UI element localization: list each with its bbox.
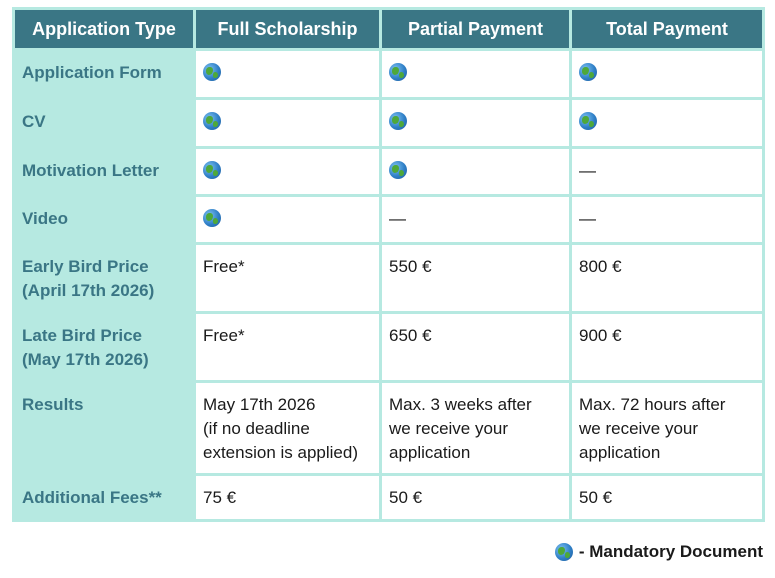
header-full-scholarship: Full Scholarship <box>196 10 379 48</box>
cell-text: — <box>579 161 596 180</box>
row-label <box>15 100 193 146</box>
cell-text: 75 € <box>203 488 237 507</box>
cell-total-payment <box>572 476 762 519</box>
cell-full-scholarship <box>196 476 379 519</box>
cell-full-scholarship <box>196 314 379 380</box>
cell-text: 50 € <box>579 488 613 507</box>
cell-full-scholarship <box>196 149 379 194</box>
cell-text: extension is applied) <box>203 443 358 462</box>
row-label <box>15 197 193 242</box>
table-row <box>15 383 762 473</box>
row-label-line: Video <box>22 209 68 228</box>
globe-icon <box>555 543 573 561</box>
row-label-line: Additional Fees** <box>22 488 162 507</box>
cell-text: 900 € <box>579 326 622 345</box>
row-label <box>15 51 193 97</box>
cell-partial-payment <box>382 51 569 97</box>
cell-text: 50 € <box>389 488 423 507</box>
header-partial-payment: Partial Payment <box>382 10 569 48</box>
row-label <box>15 314 193 380</box>
cell-text: Free* <box>203 257 245 276</box>
header-row <box>15 10 762 48</box>
cell-full-scholarship <box>196 383 379 473</box>
row-label <box>15 476 193 519</box>
cell-text: we receive your <box>389 419 509 438</box>
cell-text: we receive your <box>579 419 699 438</box>
cell-total-payment <box>572 100 762 146</box>
globe-icon <box>203 209 221 227</box>
cell-full-scholarship <box>196 51 379 97</box>
globe-icon <box>203 161 221 179</box>
table-row <box>15 476 762 519</box>
cell-partial-payment <box>382 245 569 311</box>
cell-full-scholarship <box>196 100 379 146</box>
cell-text: — <box>389 209 406 228</box>
row-label <box>15 245 193 311</box>
cell-total-payment <box>572 314 762 380</box>
globe-icon <box>389 63 407 81</box>
globe-icon <box>203 112 221 130</box>
row-label-line: CV <box>22 112 46 131</box>
table-row <box>15 100 762 146</box>
cell-text: application <box>579 443 661 462</box>
cell-total-payment <box>572 51 762 97</box>
row-label-line: Early Bird Price <box>22 257 149 276</box>
application-fees-table <box>12 7 765 522</box>
cell-total-payment <box>572 383 762 473</box>
cell-text: 550 € <box>389 257 432 276</box>
cell-text: 650 € <box>389 326 432 345</box>
cell-partial-payment <box>382 476 569 519</box>
cell-text: Free* <box>203 326 245 345</box>
cell-partial-payment <box>382 383 569 473</box>
table-row <box>15 314 762 380</box>
cell-text: May 17th 2026 <box>203 395 316 414</box>
table-row <box>15 51 762 97</box>
cell-text: Max. 72 hours after <box>579 395 726 414</box>
header-application-type: Application Type <box>15 10 193 48</box>
row-label-line: Results <box>22 395 84 414</box>
cell-full-scholarship <box>196 245 379 311</box>
table-row <box>15 245 762 311</box>
cell-text: 800 € <box>579 257 622 276</box>
globe-icon <box>389 161 407 179</box>
cell-full-scholarship <box>196 197 379 242</box>
cell-partial-payment <box>382 100 569 146</box>
cell-partial-payment <box>382 314 569 380</box>
cell-total-payment <box>572 245 762 311</box>
globe-icon <box>389 112 407 130</box>
cell-text: Max. 3 weeks after <box>389 395 532 414</box>
row-label-line: Motivation Letter <box>22 161 159 180</box>
row-label-line: (April 17th 2026) <box>22 281 155 300</box>
table-row <box>15 197 762 242</box>
globe-icon <box>579 63 597 81</box>
globe-icon <box>579 112 597 130</box>
header-total-payment: Total Payment <box>572 10 762 48</box>
row-label-line: Late Bird Price <box>22 326 142 345</box>
globe-icon <box>203 63 221 81</box>
cell-partial-payment <box>382 149 569 194</box>
cell-text: — <box>579 209 596 228</box>
legend-text: - Mandatory Document <box>578 542 763 561</box>
cell-text: (if no deadline <box>203 419 310 438</box>
row-label-line: Application Form <box>22 63 162 82</box>
cell-total-payment <box>572 149 762 194</box>
row-label <box>15 383 193 473</box>
cell-text: application <box>389 443 471 462</box>
cell-total-payment <box>572 197 762 242</box>
table-row <box>15 149 762 194</box>
row-label <box>15 149 193 194</box>
row-label-line: (May 17th 2026) <box>22 350 149 369</box>
legend <box>555 542 763 562</box>
cell-partial-payment <box>382 197 569 242</box>
